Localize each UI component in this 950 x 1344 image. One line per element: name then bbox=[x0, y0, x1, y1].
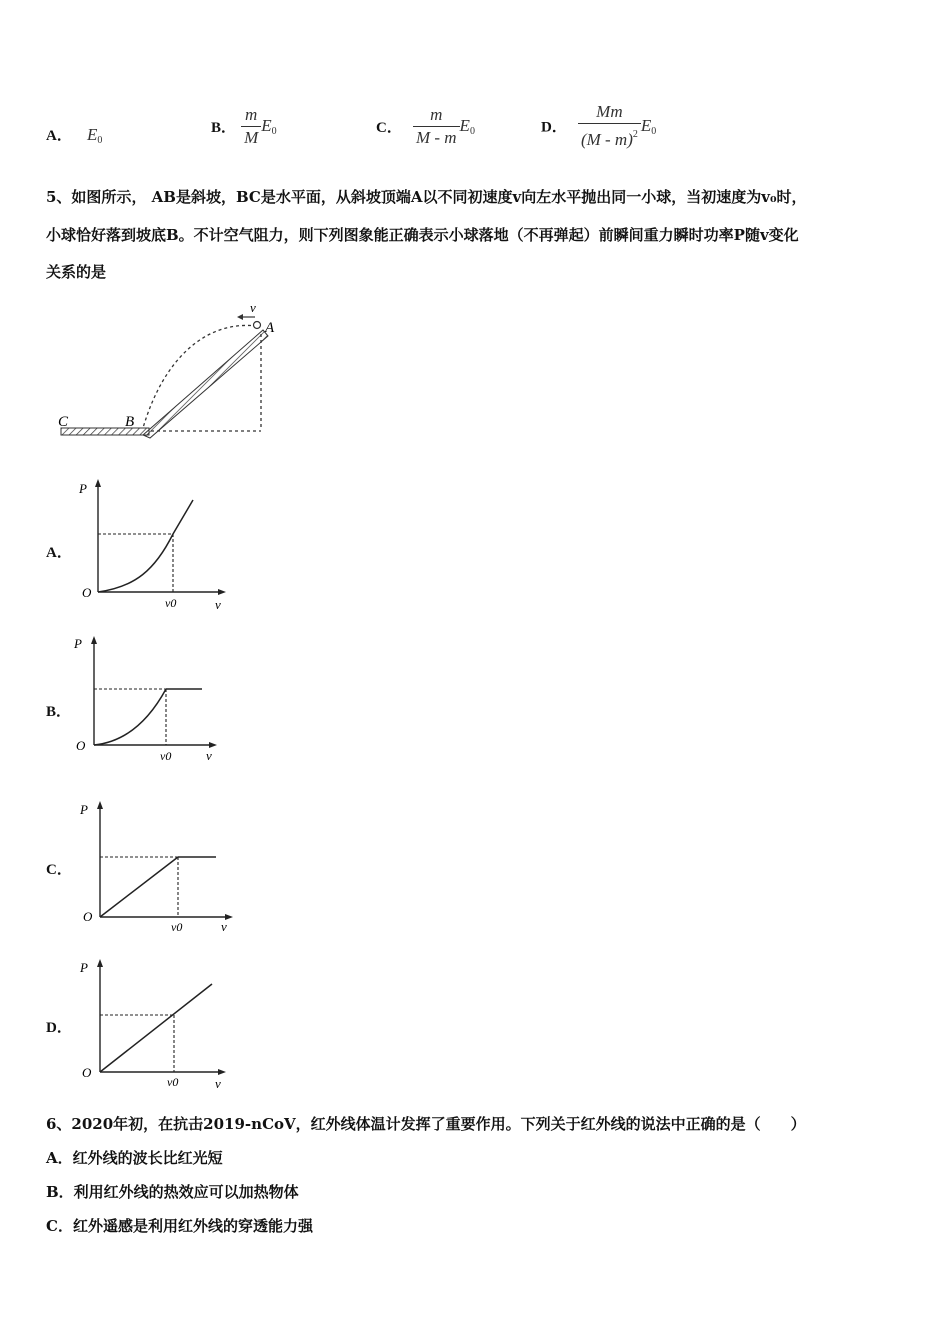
option-label: A． bbox=[46, 128, 72, 144]
subscript: 0 bbox=[469, 126, 475, 137]
graph-a bbox=[75, 475, 235, 615]
fraction bbox=[578, 101, 641, 151]
q5-stem-line1: 5、如图所示， AB是斜坡，BC是水平面，从斜坡顶端A以不同初速度v向左水平抛出同一小球，当初速度为v₀时， bbox=[46, 188, 807, 206]
label-v: v bbox=[221, 919, 227, 934]
q6-option-a: A．红外线的波长比红光短 bbox=[46, 1149, 223, 1167]
expr-e: E bbox=[459, 116, 470, 135]
q4-option-b bbox=[211, 104, 277, 149]
q4-option-a bbox=[46, 124, 102, 146]
q4-option-d bbox=[541, 101, 656, 151]
subscript: 0 bbox=[271, 126, 277, 137]
y-axis-arrow bbox=[97, 801, 103, 809]
y-axis-arrow bbox=[95, 479, 101, 487]
fraction bbox=[241, 104, 261, 149]
label-a: A bbox=[265, 320, 275, 336]
ground-bc bbox=[61, 428, 149, 435]
fraction bbox=[413, 104, 460, 149]
superscript: 2 bbox=[632, 129, 638, 140]
q5-option-d-label: D． bbox=[46, 1020, 72, 1036]
q4-option-c bbox=[376, 104, 475, 149]
expr-e: E bbox=[261, 116, 272, 135]
numerator: m bbox=[241, 104, 261, 127]
curve bbox=[94, 689, 166, 745]
option-label: C． bbox=[376, 120, 402, 136]
numerator: m bbox=[413, 104, 460, 127]
graph-c bbox=[75, 797, 240, 937]
option-label: B． bbox=[211, 120, 237, 136]
q5-stem-line3: 关系的是 bbox=[46, 263, 107, 281]
q5-option-b-label: B． bbox=[46, 704, 72, 720]
label-c: C bbox=[58, 414, 69, 430]
label-b: B bbox=[125, 414, 135, 430]
subscript: 0 bbox=[97, 135, 103, 146]
graph-b bbox=[70, 632, 230, 772]
x-axis-arrow bbox=[218, 1069, 226, 1075]
label-v0: v0 bbox=[160, 749, 172, 763]
y-axis-arrow bbox=[97, 959, 103, 967]
label-v: v bbox=[215, 597, 221, 612]
label-o: O bbox=[82, 585, 92, 600]
slope-ab bbox=[143, 330, 268, 438]
rising-line bbox=[100, 984, 212, 1072]
slope-figure bbox=[55, 300, 285, 445]
denominator: (M - m) bbox=[580, 130, 633, 149]
q5-option-a-label: A． bbox=[46, 545, 72, 561]
label-p: P bbox=[74, 636, 82, 651]
expr-e: E bbox=[86, 125, 98, 144]
expr-e: E bbox=[640, 115, 652, 135]
denominator: M bbox=[244, 128, 259, 147]
label-p: P bbox=[80, 960, 88, 975]
label-v0: v0 bbox=[165, 596, 177, 610]
subscript: 0 bbox=[651, 125, 657, 137]
q6-option-b: B．利用红外线的热效应可以加热物体 bbox=[46, 1183, 299, 1201]
option-label: D． bbox=[541, 119, 567, 136]
label-p: P bbox=[79, 481, 87, 496]
ball bbox=[254, 322, 261, 329]
q5-stem-line2: 小球恰好落到坡底B。不计空气阻力，则下列图象能正确表示小球落地（不再弹起）前瞬间重力瞬时功率P随v变化 bbox=[46, 226, 799, 244]
label-o: O bbox=[83, 909, 93, 924]
q5-option-c-label: C． bbox=[46, 862, 72, 878]
label-v: v bbox=[250, 300, 256, 315]
graph-d bbox=[75, 955, 235, 1095]
q6-stem: 6、2020年初，在抗击2019-nCoV，红外线体温计发挥了重要作用。下列关于红外线的说法中正确的是（ ） bbox=[46, 1115, 806, 1133]
label-v0: v0 bbox=[167, 1075, 179, 1089]
label-v0: v0 bbox=[171, 920, 183, 934]
label-o: O bbox=[76, 738, 86, 753]
label-p: P bbox=[80, 802, 88, 817]
numerator: Mm bbox=[578, 101, 641, 124]
velocity-arrowhead bbox=[237, 314, 243, 320]
rising-line bbox=[100, 857, 178, 917]
trajectory bbox=[143, 325, 257, 428]
y-axis-arrow bbox=[91, 636, 97, 644]
x-axis-arrow bbox=[218, 589, 226, 595]
label-v: v bbox=[215, 1076, 221, 1091]
q6-option-c: C．红外遥感是利用红外线的穿透能力强 bbox=[46, 1217, 313, 1235]
denominator: M - m bbox=[415, 128, 457, 147]
label-o: O bbox=[82, 1065, 92, 1080]
curve bbox=[98, 500, 193, 592]
label-v: v bbox=[206, 748, 212, 763]
